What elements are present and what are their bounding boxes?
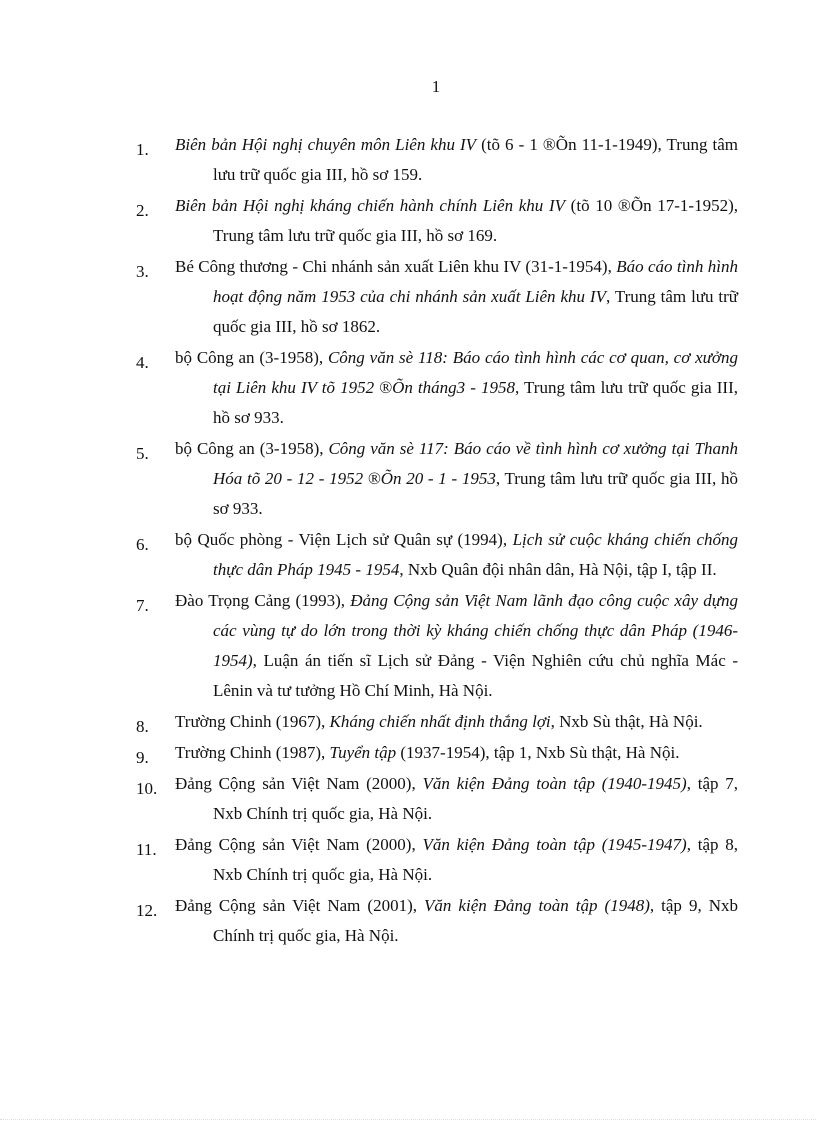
reference-text <box>175 434 738 524</box>
reference-number: 4. <box>136 353 149 372</box>
reference-detail: , tập 8, Nxb Chính trị quốc gia, Hà Nội. <box>213 835 738 884</box>
reference-number: 8. <box>136 717 149 736</box>
reference-text <box>175 769 738 829</box>
reference-text <box>175 891 738 951</box>
reference-detail: Trường Chinh (1967), <box>175 712 330 731</box>
reference-detail: , Nxb Quân đội nhân dân, Hà Nội, tập I, tập II. <box>399 560 717 579</box>
reference-item <box>0 830 816 890</box>
reference-detail: , Trung tâm lưu trữ quốc gia III, hồ sơ 1862. <box>213 287 739 336</box>
reference-title: Văn kiện Đảng toàn tập (1940-1945) <box>422 774 687 793</box>
reference-detail: Đào Trọng Cảng (1993), <box>175 591 351 610</box>
reference-text <box>175 525 738 585</box>
reference-title: Tuyển tập <box>329 743 397 762</box>
reference-detail: Đảng Cộng sản Việt Nam (2000), <box>175 774 423 793</box>
reference-item <box>0 191 816 251</box>
reference-item <box>0 707 816 737</box>
reference-item <box>0 738 816 768</box>
reference-detail: , Nxb Sù thật, Hà Nội. <box>550 712 703 731</box>
reference-detail: , Trung tâm lưu trữ quốc gia III, hồ sơ 933. <box>213 469 738 518</box>
reference-title: Báo cáo tình hình hoạt động năm 1953 của chi nhánh sản xuất Liên khu IV <box>213 257 738 306</box>
reference-text <box>175 191 739 251</box>
reference-detail: (tõ 10 ®Õn 17-1-1952), Trung tâm lưu trữ quốc gia III, hồ sơ 169. <box>213 196 739 245</box>
reference-number: 11. <box>136 840 157 859</box>
reference-title: Lịch sử cuộc kháng chiến chống thực dân Pháp 1945 - 1954 <box>213 530 738 579</box>
reference-text <box>175 130 738 190</box>
reference-text <box>175 252 739 342</box>
reference-number: 10. <box>136 779 158 798</box>
reference-detail: Trường Chinh (1987), <box>175 743 330 762</box>
reference-title: Công văn sè 117: Báo cáo về tình hình cơ xưởng tại Thanh Hóa tõ 20 - 12 - 1952 ®Õn 20 - 1 - 1953 <box>213 439 738 488</box>
reference-detail: , Luận án tiến sĩ Lịch sử Đảng - Viện Nghiên cứu chủ nghĩa Mác - Lênin và tư tưởng Hồ Chí Minh, Hà Nội. <box>213 651 738 700</box>
reference-detail: , Trung tâm lưu trữ quốc gia III, hồ sơ 933. <box>213 378 738 427</box>
reference-number: 2. <box>136 201 149 220</box>
reference-item <box>0 769 816 829</box>
reference-title: Biên bản Hội nghị chuyên môn Liên khu IV <box>175 135 477 154</box>
reference-title: Đảng Cộng sản Việt Nam lãnh đạo công cuộc xây dựng các vùng tự do lớn trong thời kỳ kháng chiến chống thực dân Pháp (1946-1954) <box>213 591 738 670</box>
page-number: 1 <box>431 77 441 96</box>
reference-detail: Bé Công thương - Chi nhánh sản xuất Liên khu IV (31-1-1954), <box>175 257 617 276</box>
reference-number: 12. <box>136 901 158 920</box>
reference-detail: , tập 7, Nxb Chính trị quốc gia, Hà Nội. <box>213 774 738 823</box>
reference-text <box>175 738 738 768</box>
reference-number: 1. <box>136 140 149 159</box>
reference-number: 5. <box>136 444 149 463</box>
reference-detail: Đảng Cộng sản Việt Nam (2000), <box>175 835 423 854</box>
reference-text <box>175 707 738 737</box>
reference-title: Biên bản Hội nghị kháng chiến hành chính Liên khu IV <box>175 196 566 215</box>
reference-item <box>0 586 816 706</box>
reference-number: 6. <box>136 535 149 554</box>
reference-item <box>0 130 816 190</box>
reference-detail: (1937-1954), tập 1, Nxb Sù thật, Hà Nội. <box>396 743 680 762</box>
reference-title: Kháng chiến nhất định thắng lợi <box>329 712 551 731</box>
page-bottom-divider <box>0 1119 816 1120</box>
reference-detail: bộ Công an (3-1958), <box>175 348 328 367</box>
reference-detail: bộ Công an (3-1958), <box>175 439 329 458</box>
reference-number: 3. <box>136 262 149 281</box>
reference-text <box>175 586 738 706</box>
reference-item <box>0 891 816 951</box>
reference-item <box>0 525 816 585</box>
reference-number: 9. <box>136 748 149 767</box>
reference-number: 7. <box>136 596 149 615</box>
reference-detail: Đảng Cộng sản Việt Nam (2001), <box>175 896 425 915</box>
reference-item <box>0 343 816 433</box>
reference-item <box>0 252 816 342</box>
reference-title: Công văn sè 118: Báo cáo tình hình các cơ quan, cơ xưởng tại Liên khu IV tõ 1952 ®Õn tháng3 - 1958 <box>213 348 738 397</box>
reference-title: Văn kiện Đảng toàn tập (1945-1947) <box>422 835 687 854</box>
reference-text <box>175 830 738 890</box>
reference-detail: (tõ 6 - 1 ®Õn 11-1-1949), Trung tâm lưu trữ quốc gia III, hồ sơ 159. <box>213 135 738 184</box>
reference-detail: bộ Quốc phòng - Viện Lịch sử Quân sự (1994), <box>175 530 513 549</box>
reference-item <box>0 434 816 524</box>
reference-text <box>175 343 738 433</box>
reference-list <box>0 130 816 952</box>
reference-title: Văn kiện Đảng toàn tập (1948) <box>424 896 650 915</box>
reference-detail: , tập 9, Nxb Chính trị quốc gia, Hà Nội. <box>213 896 738 945</box>
